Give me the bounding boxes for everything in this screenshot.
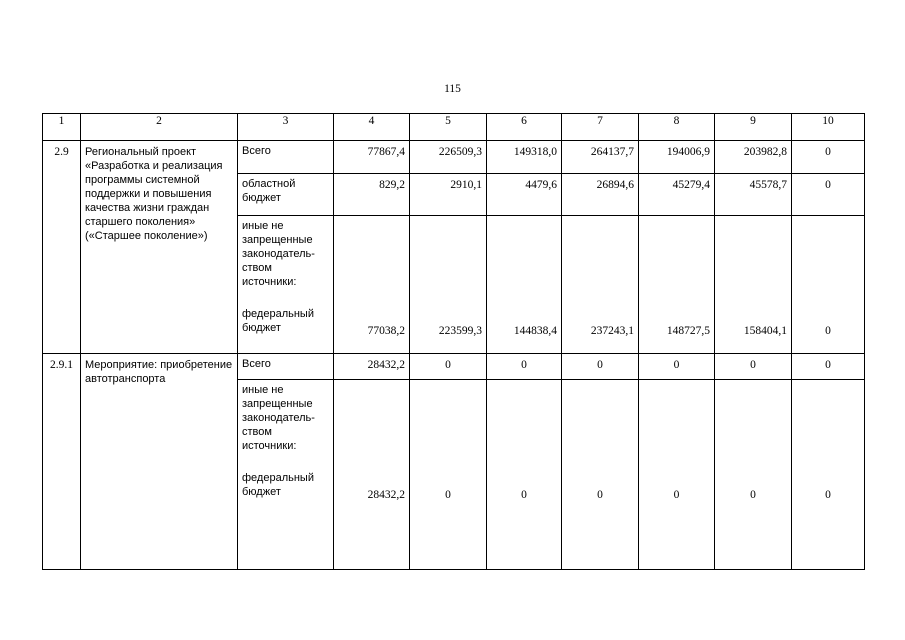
page-number: 115: [444, 83, 461, 95]
value-cell: [792, 141, 865, 174]
value-cell: [792, 174, 865, 216]
value: 0: [597, 359, 603, 371]
value-cell: [562, 174, 639, 216]
value: 0: [750, 359, 756, 371]
column-header: 7: [562, 114, 639, 141]
budget-table: [42, 113, 865, 570]
value-cell: [487, 216, 562, 354]
header-row: [43, 114, 865, 141]
value-cell: [715, 174, 792, 216]
value-cell: [562, 216, 639, 354]
value-cell: [410, 380, 487, 570]
value-cell: [487, 174, 562, 216]
value: 77867,4: [367, 146, 405, 158]
value: 0: [825, 359, 831, 371]
value-cell: [487, 141, 562, 174]
column-header: 1: [43, 114, 81, 141]
value: 149318,0: [513, 146, 557, 158]
value-cell: [639, 216, 715, 354]
value: 26894,6: [596, 179, 634, 191]
value-cell: [562, 141, 639, 174]
column-header: 5: [410, 114, 487, 141]
source-group-label: иные не запрещенные законодатель-ством источники:: [242, 220, 315, 288]
value-cell: [792, 354, 865, 380]
column-header: 2: [81, 114, 238, 141]
value: 203982,8: [743, 146, 787, 158]
source-label: Всего: [242, 358, 271, 370]
value-cell: [487, 354, 562, 380]
section-name: Региональный проект «Разработка и реализация программы системной поддержки и повышения качества жизни граждан старшего поколения» («Старшее поколение»): [81, 141, 238, 354]
table-row: [43, 141, 865, 174]
value: 0: [445, 489, 451, 501]
value: 45578,7: [749, 179, 787, 191]
value-cell: [639, 141, 715, 174]
value: 0: [825, 179, 831, 191]
value: 77038,2: [367, 325, 405, 337]
value: 0: [521, 359, 527, 371]
funding-source-cell: [238, 380, 334, 570]
funding-source-cell: [238, 141, 334, 174]
value-cell: [410, 174, 487, 216]
value-cell: [715, 380, 792, 570]
source-group-label: иные не запрещенные законодатель-ством источники:: [242, 384, 315, 452]
value: 0: [445, 359, 451, 371]
value-cell: [410, 354, 487, 380]
column-header: 3: [238, 114, 334, 141]
value-cell: [715, 354, 792, 380]
value: 28432,2: [367, 489, 405, 501]
value-cell: [639, 380, 715, 570]
funding-source-cell: [238, 174, 334, 216]
value: 0: [673, 489, 680, 501]
column-header: 4: [334, 114, 410, 141]
value: 0: [673, 359, 680, 371]
value-cell: [562, 354, 639, 380]
value: 226509,3: [438, 146, 482, 158]
value-cell: [715, 216, 792, 354]
value: 829,2: [379, 179, 405, 191]
table-row: [43, 354, 865, 380]
source-label: федеральный бюджет: [242, 308, 314, 334]
value: 264137,7: [590, 146, 634, 158]
section-number: 2.9: [43, 141, 81, 354]
source-label: областной бюджет: [242, 178, 296, 204]
value-cell: [334, 216, 410, 354]
value: 194006,9: [666, 146, 710, 158]
section-number: 2.9.1: [43, 354, 81, 570]
value: 28432,2: [367, 359, 405, 371]
value: 223599,3: [438, 325, 482, 337]
value: 0: [521, 489, 527, 501]
column-header: 9: [715, 114, 792, 141]
value: 0: [750, 489, 756, 501]
value-cell: [792, 216, 865, 354]
value-cell: [410, 141, 487, 174]
value: 4479,6: [525, 179, 557, 191]
value: 0: [825, 325, 831, 337]
value: 45279,4: [672, 179, 710, 191]
value-cell: [334, 141, 410, 174]
value-cell: [639, 174, 715, 216]
value: 148727,5: [666, 325, 710, 337]
value-cell: [410, 216, 487, 354]
value-cell: [487, 380, 562, 570]
value-cell: [562, 380, 639, 570]
value: 2910,1: [450, 179, 482, 191]
value-cell: [334, 380, 410, 570]
value-cell: [792, 380, 865, 570]
value: 0: [597, 489, 603, 501]
value-cell: [334, 354, 410, 380]
value-cell: [334, 174, 410, 216]
value-cell: [715, 141, 792, 174]
column-header: 10: [792, 114, 865, 141]
value: 237243,1: [590, 325, 634, 337]
value: 144838,4: [513, 325, 557, 337]
source-label: Всего: [242, 145, 271, 157]
funding-source-cell: [238, 216, 334, 354]
section-name: Мероприятие: приобретение автотранспорта: [81, 354, 238, 570]
column-header: 6: [487, 114, 562, 141]
value-cell: [639, 354, 715, 380]
value: 0: [825, 146, 831, 158]
column-header: 8: [639, 114, 715, 141]
value: 158404,1: [743, 325, 787, 337]
source-label: федеральный бюджет: [242, 472, 314, 498]
value: 0: [825, 489, 831, 501]
funding-source-cell: [238, 354, 334, 380]
